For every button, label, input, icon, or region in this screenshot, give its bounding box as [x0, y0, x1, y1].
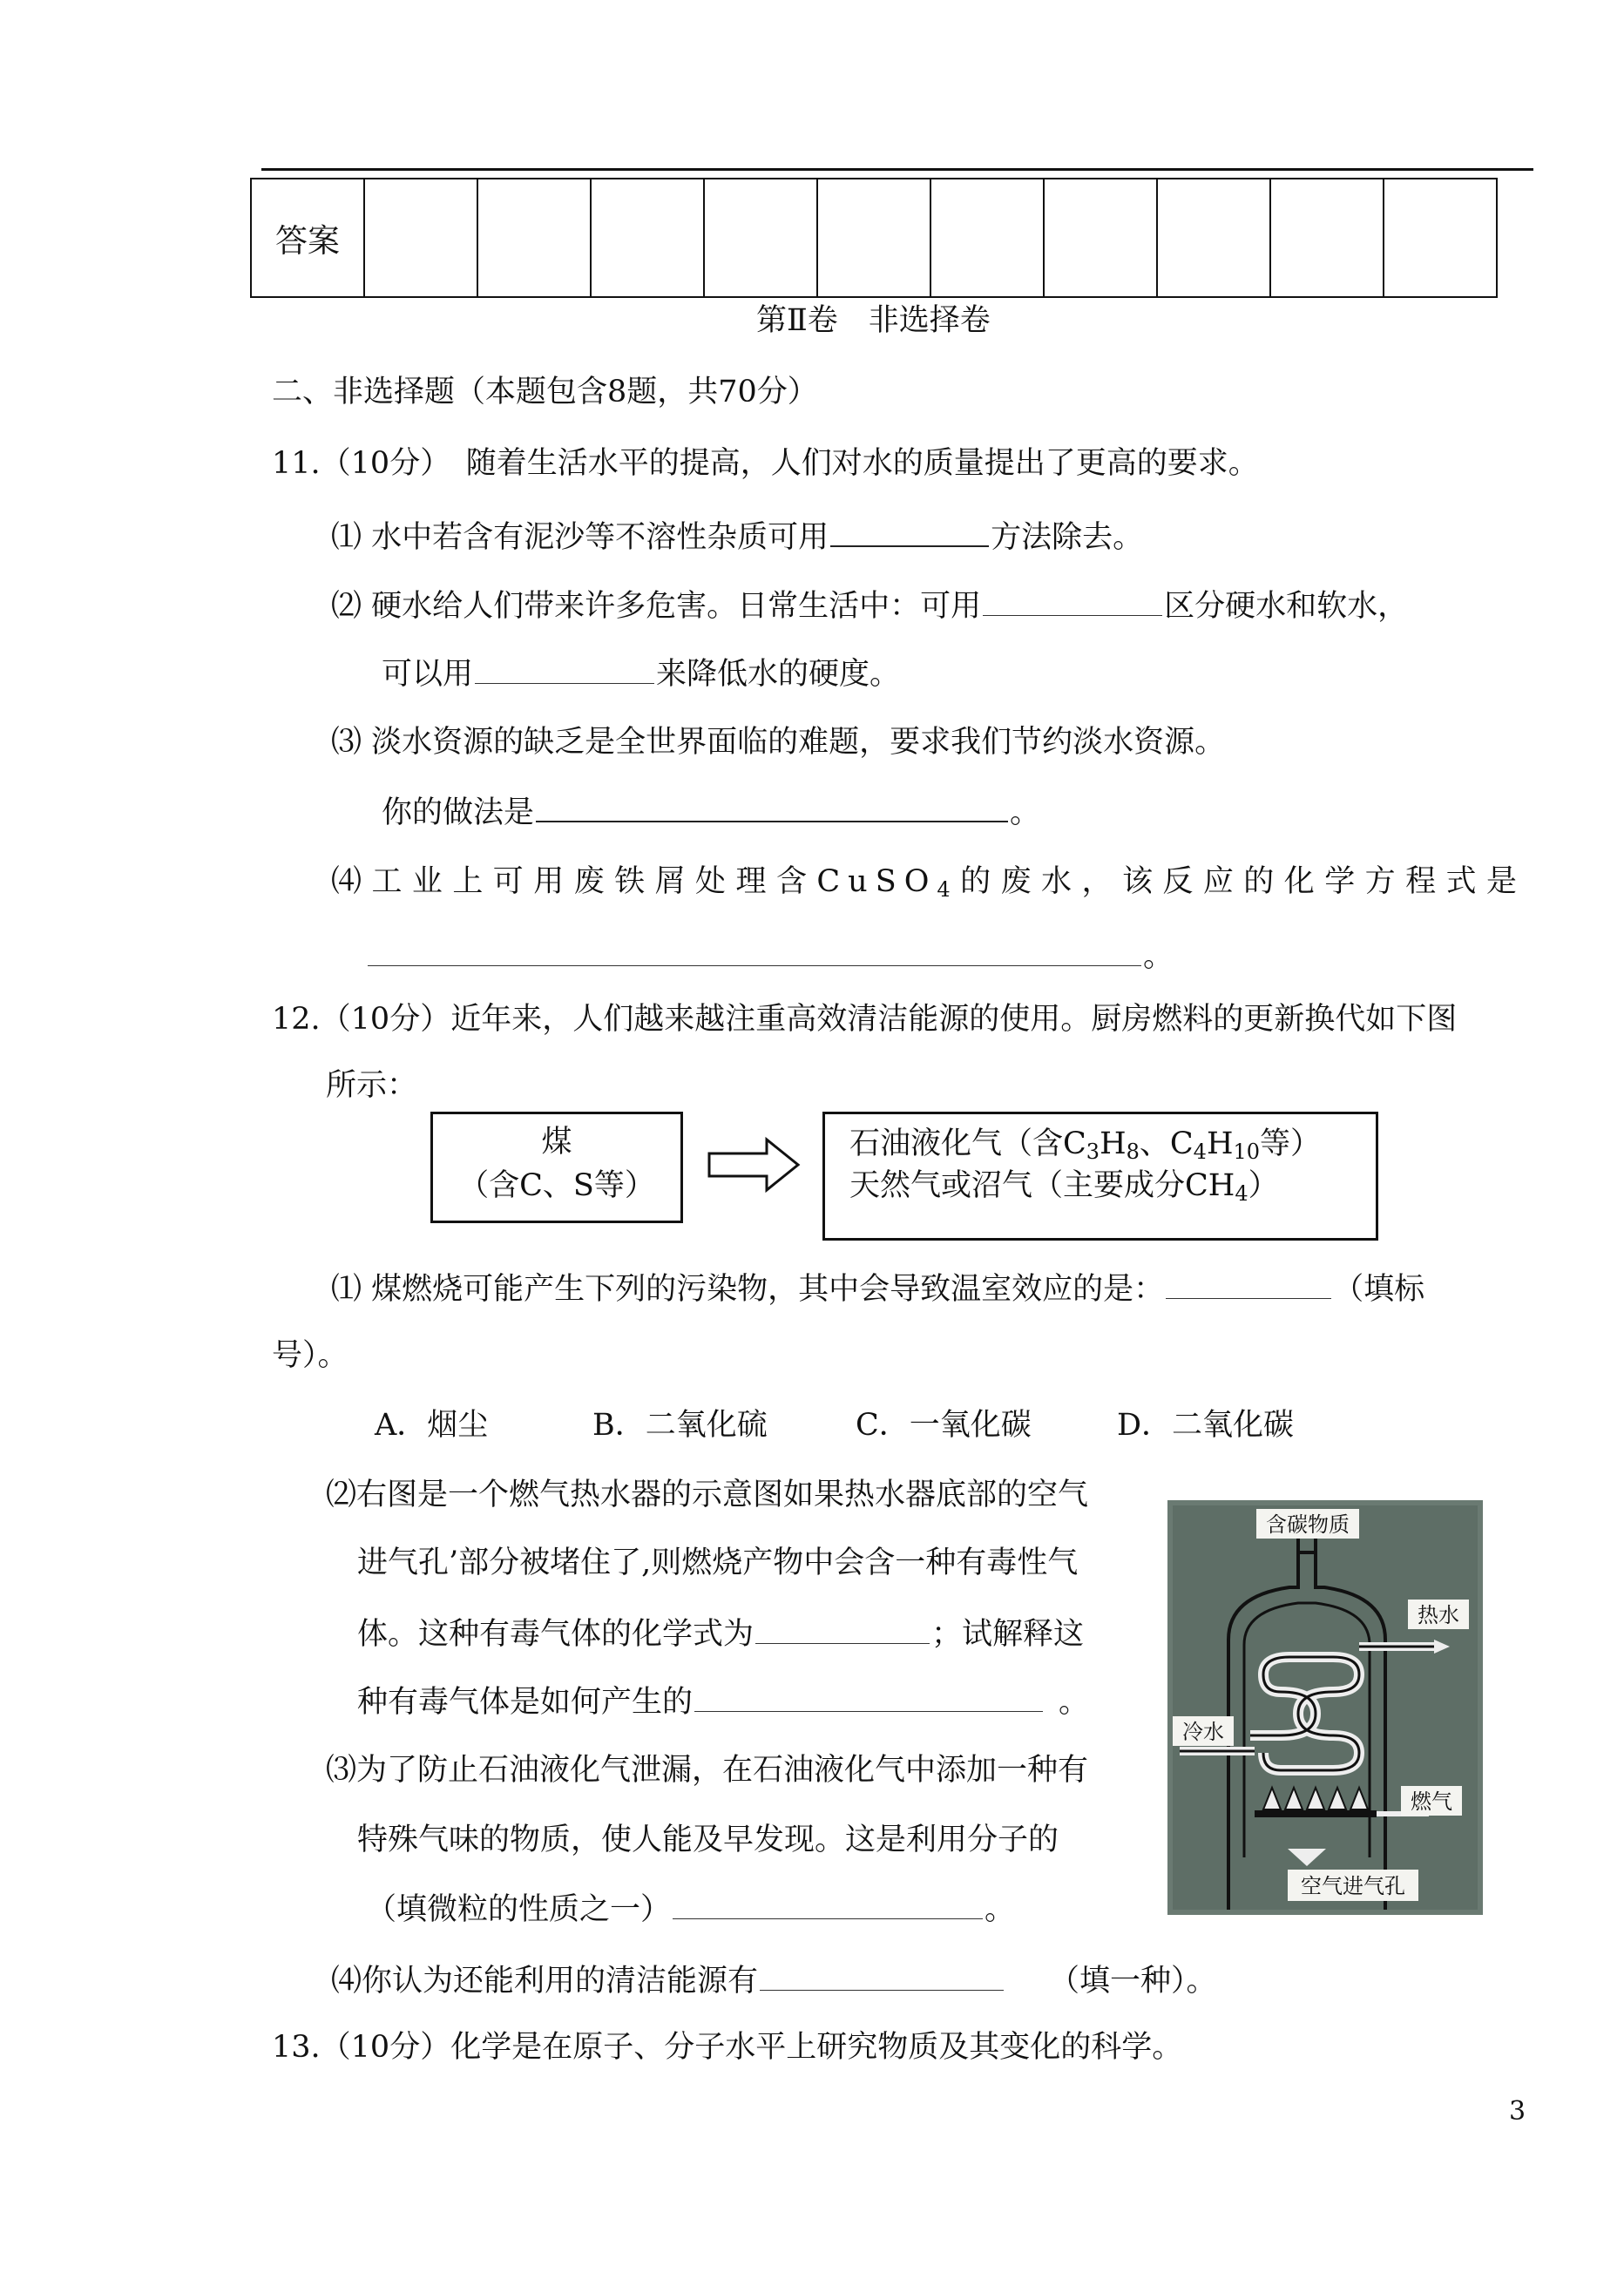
header-rule [261, 168, 1533, 171]
answer-blank[interactable] [830, 516, 989, 547]
answer-cell[interactable] [1044, 179, 1157, 297]
diagram-carbon-label: 含碳物质 [1266, 1512, 1350, 1537]
answer-blank[interactable] [368, 936, 1141, 966]
answer-blank[interactable] [475, 653, 654, 684]
answer-cell[interactable] [930, 179, 1044, 297]
q12-part2-line1: ⑵右图是一个燃气热水器的示意图如果热水器底部的空气 [326, 1478, 1089, 1512]
answer-table [250, 178, 1498, 298]
answer-blank[interactable] [536, 791, 1008, 822]
q11-part2: ⑵ 硬水给人们带来许多危害。日常生活中：可用 区分硬水和软水， [331, 585, 1408, 626]
arrow-icon [706, 1136, 803, 1194]
diagram-gas-label: 燃气 [1411, 1789, 1452, 1814]
gas-fuel-box: 石油液化气（含$C_3H_8$、$C_4H_{10}$等） 天然气或沼气（主要成分$CH_4$） [822, 1112, 1378, 1241]
q12-stem-cont: 所示： [326, 1068, 418, 1103]
coal-box: 煤 （含C、S等） [430, 1112, 683, 1223]
answer-cell[interactable] [817, 179, 930, 297]
option-b[interactable]: B．二氧化硫 [592, 1408, 768, 1443]
answer-cell[interactable] [704, 179, 817, 297]
diagram-cold-water-label: 冷水 [1182, 1720, 1224, 1744]
answer-cell[interactable] [1157, 179, 1270, 297]
q12-part1: ⑴ 煤燃烧可能产生下列的污染物，其中会导致温室效应的是： （填标 [331, 1268, 1424, 1309]
answer-cell[interactable] [1384, 179, 1497, 297]
diagram-hot-water-label: 热水 [1418, 1603, 1459, 1627]
answer-blank[interactable] [1166, 1268, 1331, 1299]
option-a[interactable]: A．烟尘 [375, 1408, 489, 1443]
answer-blank[interactable] [673, 1889, 983, 1919]
answer-blank[interactable] [755, 1613, 930, 1644]
q12-part2-line3: 体。这种有毒气体的化学式为 ；试解释这 [357, 1613, 1084, 1654]
option-d[interactable]: D．二氧化碳 [1117, 1408, 1295, 1443]
q12-part1-cont: 号）。 [272, 1338, 348, 1373]
answer-cell[interactable] [591, 179, 704, 297]
answer-cell[interactable] [1270, 179, 1384, 297]
q13-stem: 13.（10分）化学是在原子、分子水平上研究物质及其变化的科学。 [272, 2030, 1183, 2065]
answer-blank[interactable] [694, 1681, 1043, 1712]
diagram-air-inlet-label: 空气进气孔 [1301, 1874, 1405, 1898]
answer-cell[interactable] [477, 179, 591, 297]
answer-blank[interactable] [983, 585, 1162, 616]
q11-part3-cont: 你的做法是 。 [382, 791, 1040, 832]
page-number: 3 [1509, 2096, 1526, 2127]
q11-part3: ⑶ 淡水资源的缺乏是全世界面临的难题，要求我们节约淡水资源。 [331, 725, 1226, 760]
answer-label: 答案 [251, 179, 364, 297]
gas-water-heater-diagram [1167, 1500, 1483, 1915]
q11-part4-cont: 。 [366, 936, 1174, 976]
q11-part4: ⑷工业上可用废铁屑处理含CuSO$_4$的废水，该反应的化学方程式是 [331, 864, 1525, 902]
option-c[interactable]: C．一氧化碳 [856, 1408, 1032, 1443]
answer-blank[interactable] [760, 1960, 1004, 1991]
q12-part3-line1: ⑶为了防止石油液化气泄漏，在石油液化气中添加一种有 [326, 1753, 1089, 1788]
q11-stem: 11.（10分） 随着生活水平的提高，人们对水的质量提出了更高的要求。 [272, 446, 1259, 481]
q11-part1: ⑴ 水中若含有泥沙等不溶性杂质可用 方法除去。 [331, 516, 1143, 557]
q12-part2-line2: 进气孔’部分被堵住了,则燃烧产物中会含一种有毒性气 [357, 1546, 1079, 1580]
answer-cell[interactable] [364, 179, 477, 297]
q12-part4: ⑷你认为还能利用的清洁能源有 （填一种）。 [331, 1960, 1217, 2000]
q11-part2-cont: 可以用 来降低水的硬度。 [382, 653, 900, 693]
q12-part3-line3: （填微粒的性质之一） 。 [366, 1889, 1015, 1929]
q12-part2-line4: 种有毒气体是如何产生的 。 [357, 1681, 1089, 1721]
q12-stem: 12.（10分）近年来，人们越来越注重高效清洁能源的使用。厨房燃料的更新换代如下图 [272, 1002, 1458, 1037]
q12-part3-line2: 特殊气味的物质，使人能及早发现。这是利用分子的 [357, 1823, 1059, 1857]
section-title: 第Ⅱ卷 非选择卷 [756, 303, 991, 338]
section-heading: 二、非选择题（本题包含8题，共70分） [272, 375, 818, 409]
